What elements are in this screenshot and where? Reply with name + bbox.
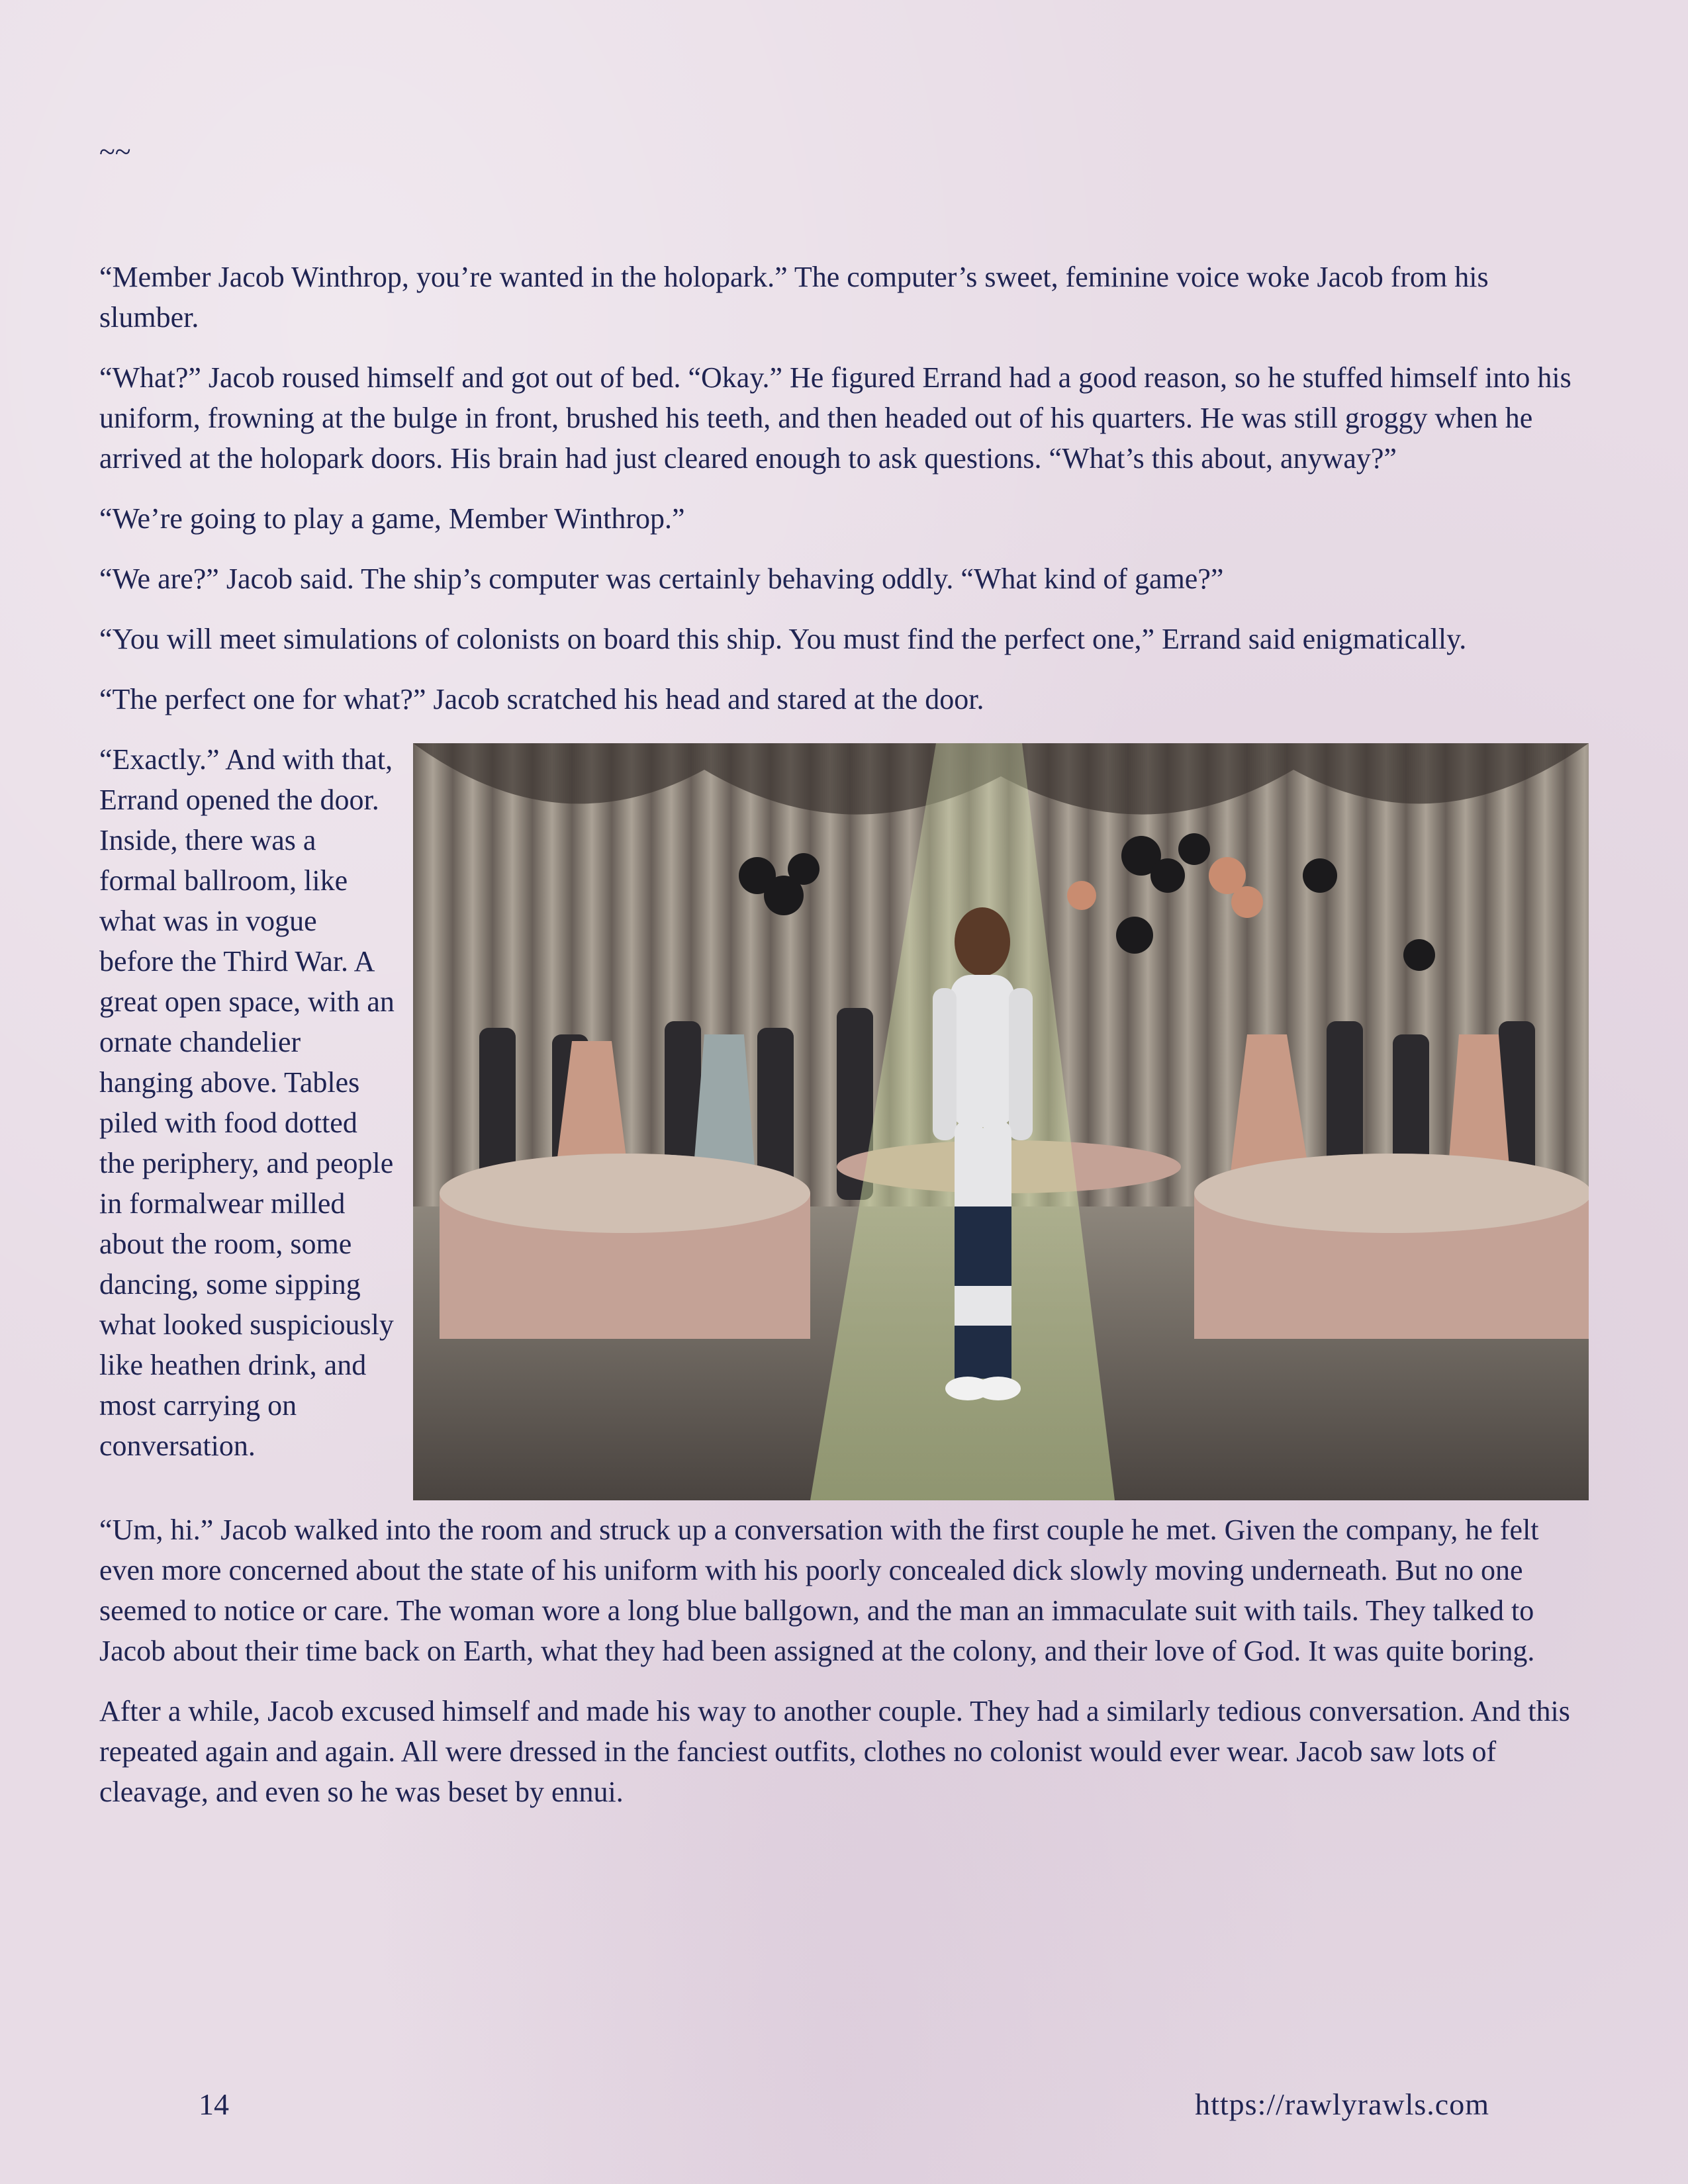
body-text	[99, 257, 1589, 1832]
footer-url[interactable]: https://rawlyrawls.com	[1195, 2087, 1489, 2121]
ballroom-scene	[413, 743, 1589, 1500]
paragraph: “What?” Jacob roused himself and got out of bed. “Okay.” He figured Errand had a good reason, so he stuffed himself into his uniform, frowning at the bulge in front, brushed his teeth, and then headed out of his quarters. He was still groggy when he arrived at the holopark doors. His brain had just cleared enough to ask questions. “What’s this about, anyway?”	[99, 361, 1571, 475]
paragraph: “Um, hi.” Jacob walked into the room and struck up a conversation with the first couple he met. Given the company, he felt even more concerned about the state of his uniform with his poorly concealed dick slowly moving underneath. But no one seemed to notice or care. The woman wore a long blue ballgown, and the man an immaculate suit with tails. They talked to Jacob about their time back on Earth, what they had been assigned at the colony, and their love of God. It was quite boring.	[99, 1514, 1539, 1667]
wrapped-section	[99, 739, 1589, 1510]
page-number: 14	[199, 2087, 229, 2121]
paragraph: “We’re going to play a game, Member Winthrop.”	[99, 502, 685, 535]
ballroom-illustration	[413, 743, 1589, 1500]
paragraph: After a while, Jacob excused himself and made his way to another couple. They had a similarly tedious conversation. And this repeated again and again. All were dressed in the fanciest outfits, clothes no colonist would ever wear. Jacob saw lots of cleavage, and even so he was beset by ennui.	[99, 1695, 1570, 1808]
paragraph: “You will meet simulations of colonists on board this ship. You must find the perfect one,” Errand said enigmatically.	[99, 623, 1467, 655]
paragraph-wrapped: “Exactly.” And with that, Errand opened the door. Inside, there was a formal ballroom, like what was in vogue before the Third War. A great open space, with an ornate chandelier hanging above. Tables piled with food dotted the periphery, and people in formalwear milled about the room, some dancing, some sipping what looked suspiciously like heathen drink, and most carrying on conversation.	[99, 743, 395, 1462]
paragraph: “The perfect one for what?” Jacob scratched his head and stared at the door.	[99, 683, 984, 715]
paragraph: “Member Jacob Winthrop, you’re wanted in the holopark.” The computer’s sweet, feminine voice woke Jacob from his slumber.	[99, 261, 1489, 334]
section-separator: ~~	[99, 136, 131, 168]
paragraph: “We are?” Jacob said. The ship’s computer was certainly behaving oddly. “What kind of game?”	[99, 563, 1224, 595]
